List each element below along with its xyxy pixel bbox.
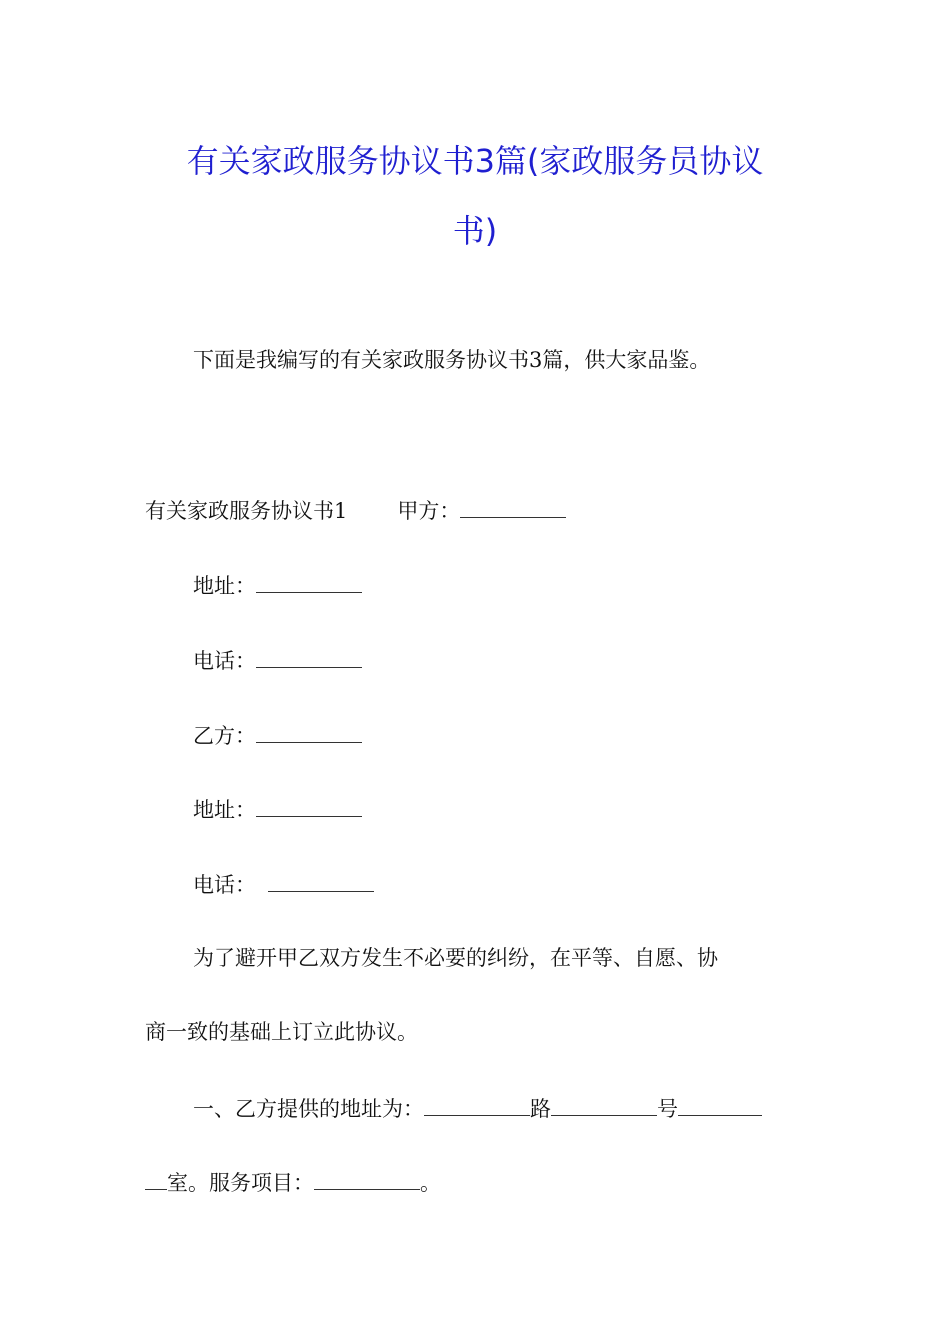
phone-blank <box>256 645 362 668</box>
room-label: 室。服务项目： <box>167 1171 314 1195</box>
paragraph-1-line-1: 为了避开甲乙双方发生不必要的纠纷，在平等、自愿、协 <box>193 946 718 970</box>
address-blank <box>256 794 362 817</box>
phone-label: 电话： <box>193 649 256 673</box>
document-title-line2: 书) <box>452 212 498 250</box>
document-title-line1: 有关家政服务协议书3篇(家政服务员协议 <box>186 142 764 180</box>
section-1-title: 有关家政服务协议书1 <box>145 499 348 523</box>
room-blank-start <box>678 1093 762 1116</box>
clause-1-prefix: 一、乙方提供的地址为： <box>193 1097 424 1121</box>
section-heading <box>145 495 566 525</box>
phone-label: 电话： <box>193 873 256 897</box>
party-b <box>193 720 362 750</box>
party-b-blank <box>256 720 362 743</box>
road-blank <box>424 1093 530 1116</box>
address-blank <box>256 570 362 593</box>
party-a-label: 甲方： <box>397 499 461 523</box>
address-label: 地址： <box>193 574 256 598</box>
party-a-blank <box>460 495 566 518</box>
number-blank <box>551 1093 657 1116</box>
party-b-label: 乙方： <box>193 724 256 748</box>
party-b-address <box>193 794 362 824</box>
number-label: 号 <box>657 1097 678 1121</box>
clause-1-line-1 <box>193 1093 762 1123</box>
party-b-phone <box>193 869 374 899</box>
road-label: 路 <box>530 1097 551 1121</box>
address-label: 地址： <box>193 798 256 822</box>
service-item-blank <box>314 1167 420 1190</box>
party-a-address <box>193 570 362 600</box>
room-blank-end <box>145 1167 167 1190</box>
clause-1-line-2 <box>145 1167 441 1197</box>
intro-paragraph: 下面是我编写的有关家政服务协议书3篇，供大家品鉴。 <box>193 348 711 372</box>
party-a-phone <box>193 645 362 675</box>
phone-blank <box>268 869 374 892</box>
paragraph-1-line-2: 商一致的基础上订立此协议。 <box>145 1020 418 1044</box>
clause-1-end: 。 <box>420 1171 441 1195</box>
